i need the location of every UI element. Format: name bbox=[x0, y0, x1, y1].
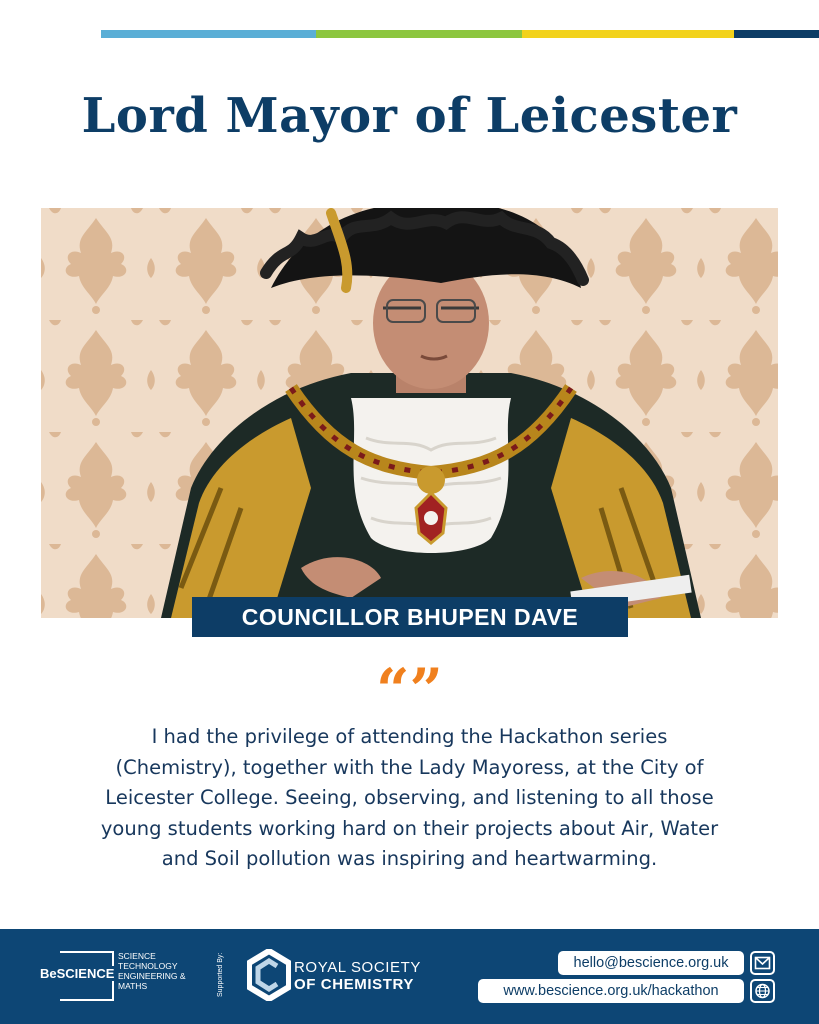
stem-line: SCIENCE bbox=[118, 951, 156, 961]
testimonial-quote: I had the privilege of attending the Hackathon series (Chemistry), together with the Lady Mayoress, at the City of Leicester College. Seeing, observing, and listening to all those young students working hard on their projects about Air, Water and Soil pollution was inspiring and heartwarming. bbox=[100, 725, 719, 870]
globe-icon[interactable] bbox=[750, 979, 775, 1003]
quote-mark-icon: “” bbox=[376, 661, 443, 709]
portrait-panel bbox=[41, 208, 778, 618]
lord-mayor-portrait bbox=[151, 208, 711, 618]
color-bar-green bbox=[316, 30, 522, 38]
top-color-bar bbox=[0, 30, 819, 38]
color-bar-blue bbox=[101, 30, 316, 38]
stem-line: MATHS bbox=[118, 981, 148, 991]
footer bbox=[0, 929, 819, 1024]
stem-subtitle bbox=[118, 951, 198, 991]
rsc-emblem-icon bbox=[247, 949, 291, 1001]
supported-by-label: Supported By: bbox=[217, 952, 224, 997]
email-link[interactable]: hello@bescience.org.uk bbox=[558, 951, 744, 975]
envelope-icon[interactable] bbox=[750, 951, 775, 975]
color-bar-yellow bbox=[522, 30, 734, 38]
rsc-logo[interactable] bbox=[294, 959, 421, 993]
website-link[interactable]: www.bescience.org.uk/hackathon bbox=[478, 979, 744, 1003]
rsc-line-2-text: OF CHEMISTRY bbox=[294, 976, 414, 993]
name-badge: COUNCILLOR BHUPEN DAVE bbox=[192, 597, 628, 637]
stem-line: ENGINEERING & bbox=[118, 971, 186, 981]
page-title: Lord Mayor of Leicester bbox=[81, 88, 738, 144]
stem-line: TECHNOLOGY bbox=[118, 961, 178, 971]
color-bar-navy bbox=[734, 30, 819, 38]
bescience-wordmark: BeSCIENCE bbox=[40, 966, 115, 981]
rsc-line-2 bbox=[294, 976, 421, 993]
rsc-line-1: ROYAL SOCIETY bbox=[294, 959, 421, 976]
